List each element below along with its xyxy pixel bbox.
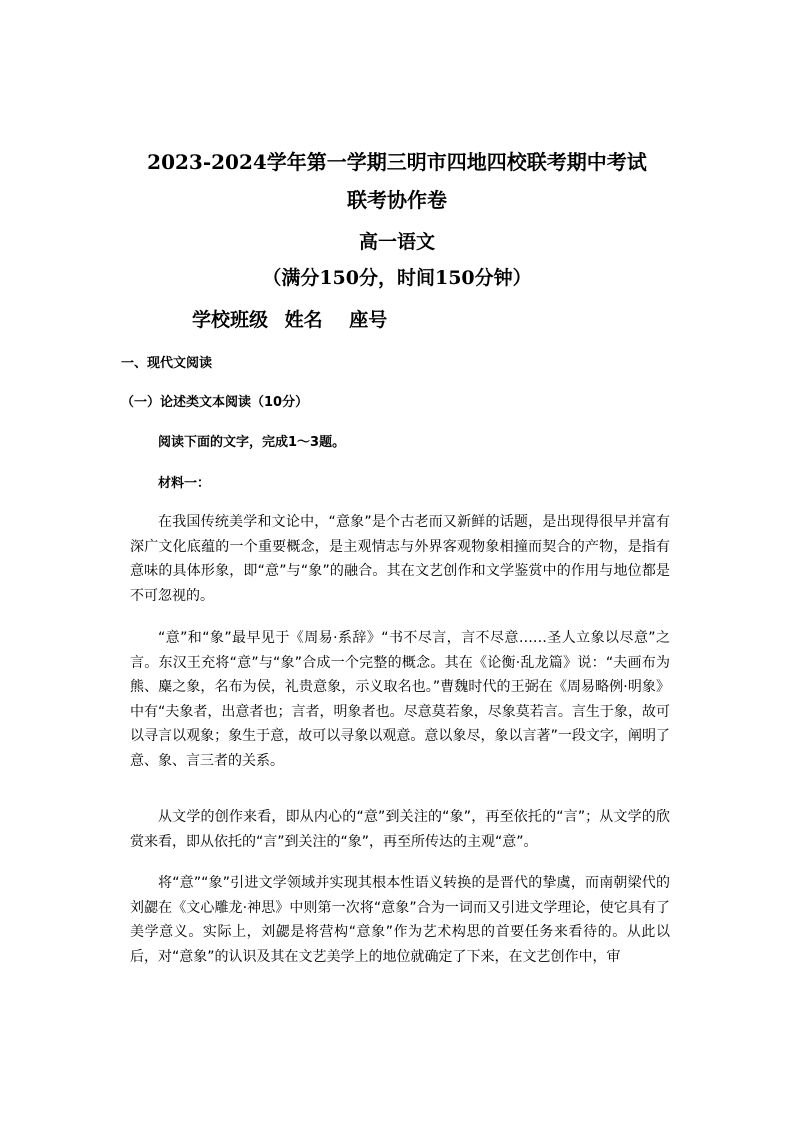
section-heading-modern-reading: 一、现代文阅读 xyxy=(121,356,213,371)
exam-score-time: （满分150分，时间150分钟） xyxy=(262,267,532,289)
school-class-label: 学校班级 xyxy=(192,309,269,331)
subsection-heading-argumentative: （一）论述类文本阅读（10分） xyxy=(121,395,309,410)
seat-label: 座号 xyxy=(349,309,388,331)
exam-subject: 高一语文 xyxy=(358,231,435,253)
paragraph: “意”和“象”最早见于《周易·系辞》“书不尽言，言不尽意……圣人立象以尽意”之言。东汉王充将“意”与“象”合成一个完整的概念。其在《论衡·乱龙篇》说：“夫画布为熊、麋之象，名布为侯，礼贵意象，示义取名也。”曹魏时代的王弼在《周易略例·明象》中有“夫象者，出意者也；言者，明象者也。尽意莫若象，尽象莫若言。言生于象，故可以寻言以观象；象生于意，故可以寻象以观意。意以象尽，象以言著”一段文字，阐明了意、象、言三者的关系。 xyxy=(130,630,670,769)
reading-instruction: 阅读下面的文字，完成1～3题。 xyxy=(158,435,346,450)
paragraph: 在我国传统美学和文论中，“意象”是个古老而又新鲜的话题，是出现得很早并富有深广文化底蕴的一个重要概念，是主观情志与外界客观物象相撞而契合的产物，是指有意味的具体形象，即“意”与“象”的融合。其在文艺创作和文学鉴赏中的作用与地位都是不可忽视的。 xyxy=(130,514,670,604)
paragraph: 将“意”“象”引进文学领域并实现其根本性语义转换的是晋代的挚虞，而南朝梁代的刘勰在《文心雕龙·神思》中则第一次将“意象”合为一词而又引进文学理论，使它具有了美学意义。实际上，刘勰是将营构“意象”作为艺术构思的首要任务来看待的。从此以后，对“意象”的认识及其在文艺美学上的地位就确定了下来，在文艺创作中，审 xyxy=(130,875,670,965)
student-info-line xyxy=(192,305,397,332)
exam-title: 2023-2024学年第一学期三明市四地四校联考期中考试 xyxy=(147,150,647,174)
paragraph: 从文学的创作来看，即从内心的“意”到关注的“象”，再至依托的“言”；从文学的欣赏来看，即从依托的“言”到关注的“象”，再至所传达的主观“意”。 xyxy=(130,809,670,850)
exam-subtitle: 联考协作卷 xyxy=(347,188,447,212)
name-label: 姓名 xyxy=(284,309,323,331)
material-label: 材料一： xyxy=(158,476,211,491)
